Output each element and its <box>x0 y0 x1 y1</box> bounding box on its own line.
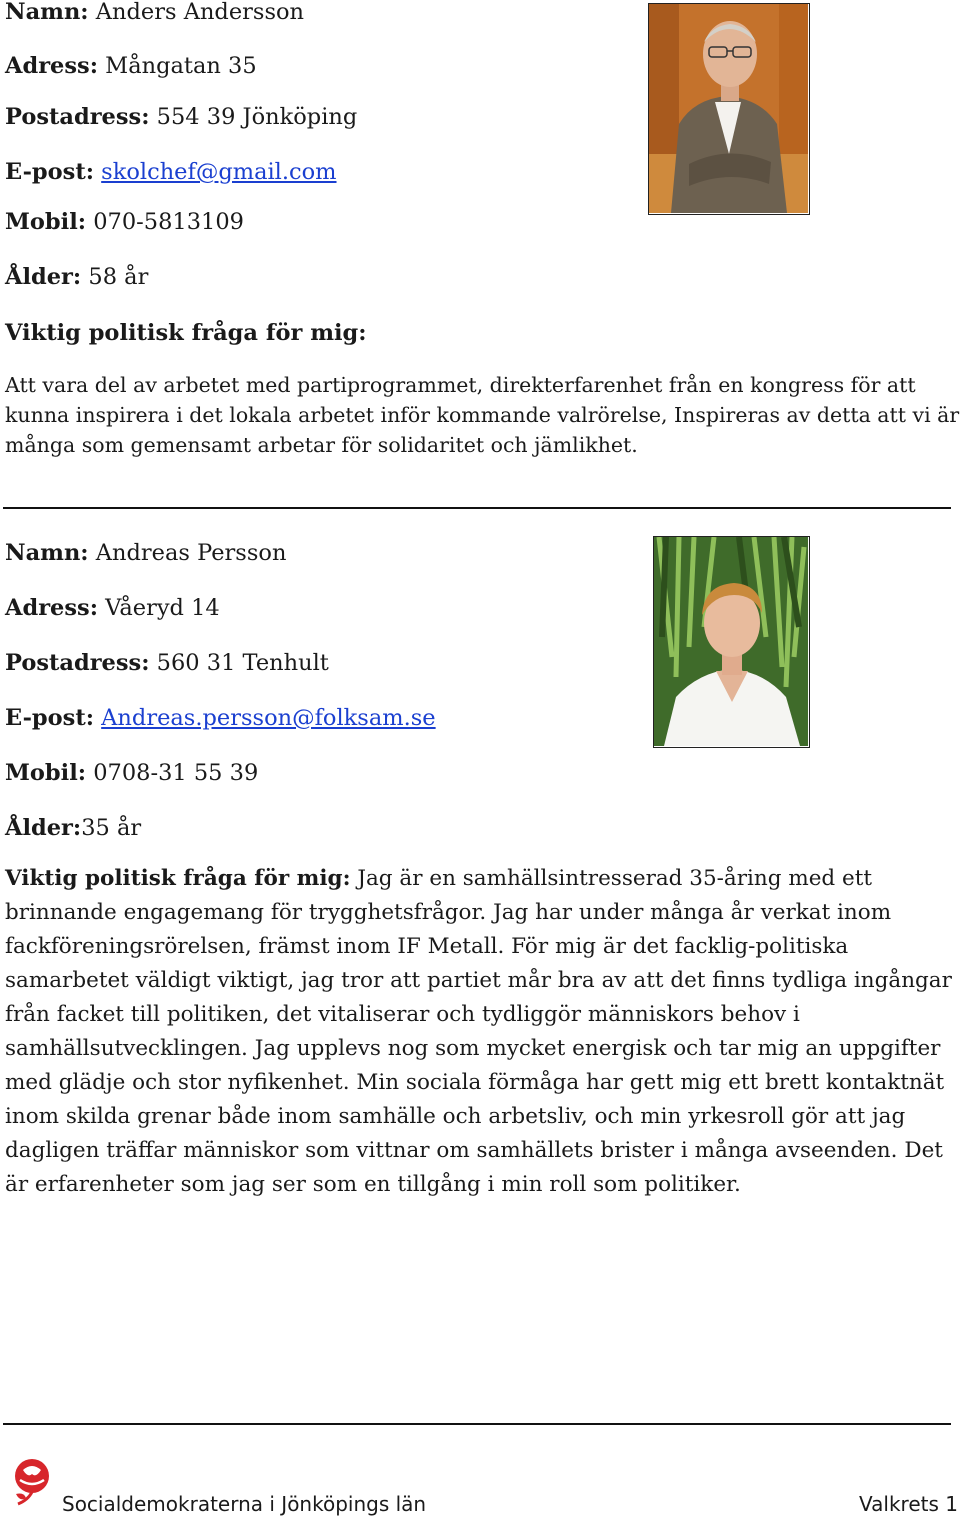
email-link[interactable]: skolchef@gmail.com <box>101 159 337 185</box>
portrait-icon <box>654 537 808 746</box>
address-label: Adress: <box>5 595 98 621</box>
age-value: 35 år <box>81 815 142 841</box>
name-value: Anders Andersson <box>95 0 305 25</box>
person2-postal-row <box>5 649 329 677</box>
name-value: Andreas Persson <box>95 540 287 566</box>
address-label: Adress: <box>5 53 98 79</box>
address-value: Våeryd 14 <box>105 595 220 621</box>
postal-label: Postadress: <box>5 650 150 676</box>
person1-address-row <box>5 52 257 80</box>
issue-label: Viktig politisk fråga för mig: <box>5 866 351 891</box>
mobile-label: Mobil: <box>5 209 87 235</box>
address-value: Mångatan 35 <box>105 53 257 79</box>
mobile-value: 070-5813109 <box>93 209 244 235</box>
name-label: Namn: <box>5 0 89 25</box>
age-value: 58 år <box>88 264 149 290</box>
person1-issue-text: Att vara del av arbetet med partiprogrammet, direkterfarenhet från en kongress för att kunna inspirera i det lokala arbetet inför kommande valrörelse, Inspireras av detta att vi är många som gemensamt arbetar för solidaritet och jämlikhet. <box>5 373 960 457</box>
footer-divider <box>3 1423 951 1425</box>
age-label: Ålder: <box>5 815 82 841</box>
person1-email-row <box>5 158 337 186</box>
issue-label: Viktig politisk fråga för mig: <box>5 320 367 346</box>
person1-age-row <box>5 263 148 291</box>
postal-value: 554 39 Jönköping <box>156 104 358 130</box>
section-divider <box>3 507 951 509</box>
person1-issue-heading <box>5 319 367 347</box>
email-label: E-post: <box>5 705 95 731</box>
person2-photo <box>653 536 810 748</box>
mobile-value: 0708-31 55 39 <box>93 760 259 786</box>
name-label: Namn: <box>5 540 89 566</box>
email-label: E-post: <box>5 159 95 185</box>
person2-email-row <box>5 704 436 732</box>
footer-page: Valkrets 1 <box>859 1492 958 1516</box>
person1-photo <box>648 3 810 215</box>
person2-age-row <box>5 814 141 842</box>
issue-text: Jag är en samhällsintresserad 35-åring med ett brinnande engagemang för trygghetsfrågor. Jag har under många år verkat inom fackföreningsrörelsen, främst inom IF Metall. För mig är det facklig-politiska samarbetet väldigt viktigt, jag tror att partiet mår bra av att det finns tydliga ingångar från facket till politiken, det vitaliserar och tydliggör människors behov i samhällsutvecklingen. Jag upplevs nog som mycket energisk och tar mig an uppgifter med glädje och stor nyfikenhet. Min sociala förmåga har gett mig ett brett kontaktnät inom skilda grenar både inom samhälle och arbetsliv, och min yrkesroll gör att jag dagligen träffar människor som vittnar om samhällets brister i många avseenden. Det är erfarenheter som jag ser som en tillgång i min roll som politiker. <box>5 866 952 1197</box>
footer-org: Socialdemokraterna i Jönköpings län <box>62 1492 427 1516</box>
portrait-icon <box>649 4 808 213</box>
person1-postal-row <box>5 103 357 131</box>
age-label: Ålder: <box>5 264 82 290</box>
postal-label: Postadress: <box>5 104 150 130</box>
person1-mobile-row <box>5 208 244 236</box>
person1-name-row <box>5 0 304 26</box>
rose-logo-icon <box>6 1456 58 1508</box>
email-link[interactable]: Andreas.persson@folksam.se <box>101 705 436 731</box>
person2-issue-block <box>5 862 960 1202</box>
mobile-label: Mobil: <box>5 760 87 786</box>
person2-mobile-row <box>5 759 258 787</box>
person2-name-row <box>5 539 286 567</box>
postal-value: 560 31 Tenhult <box>156 650 329 676</box>
person2-address-row <box>5 594 220 622</box>
